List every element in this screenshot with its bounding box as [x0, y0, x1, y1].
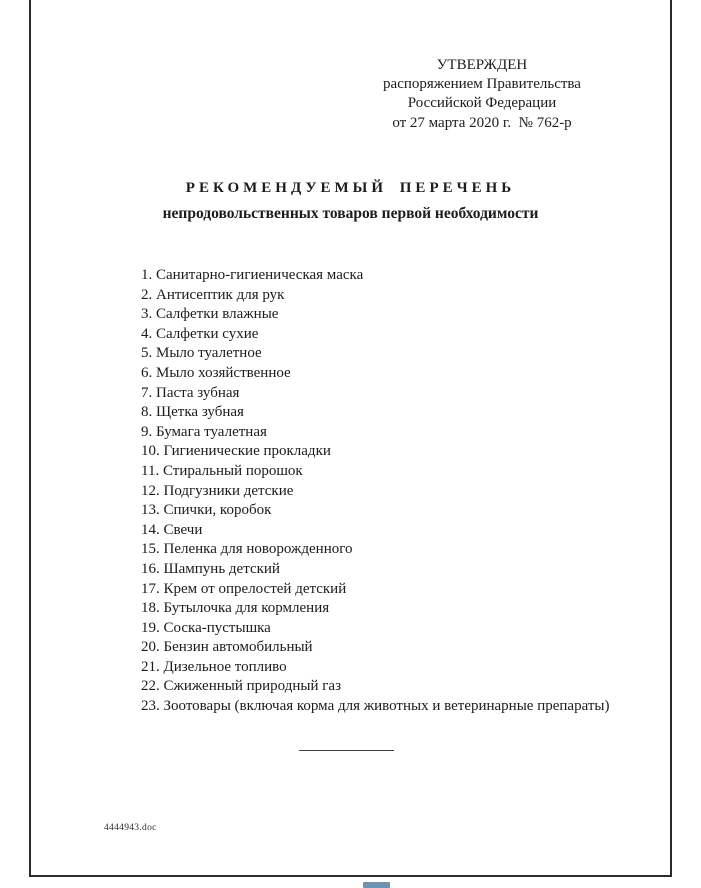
list-item [141, 599, 609, 619]
list-item [141, 305, 609, 325]
list-item [141, 286, 609, 306]
item-number: 8. [141, 404, 153, 421]
item-text: Соска-пустышка [163, 619, 271, 636]
filename-footnote: 4444943.doc [104, 823, 157, 833]
item-text: Дизельное топливо [163, 658, 287, 675]
list-item [141, 697, 609, 717]
item-number: 4. [141, 325, 153, 342]
item-number: 16. [141, 560, 160, 577]
item-number: 13. [141, 502, 160, 519]
item-text: Щетка зубная [156, 404, 244, 421]
document-page [29, 0, 672, 877]
list-item [141, 344, 609, 364]
item-text: Мыло хозяйственное [156, 364, 291, 381]
item-number: 23. [141, 698, 160, 715]
item-number: 11. [141, 462, 160, 479]
item-number: 22. [141, 678, 160, 695]
list-item [141, 501, 609, 521]
list-item [141, 403, 609, 423]
item-number: 21. [141, 658, 160, 675]
approval-line: от 27 марта 2020 г. № 762-р [392, 114, 572, 131]
next-page-peek [363, 882, 390, 888]
item-number: 3. [141, 306, 153, 323]
item-number: 6. [141, 364, 153, 381]
item-number: 12. [141, 482, 160, 499]
item-text: Антисептик для рук [156, 286, 285, 303]
item-number: 19. [141, 619, 160, 636]
list-item [141, 658, 609, 678]
item-number: 5. [141, 345, 153, 362]
item-text: Спички, коробок [163, 502, 272, 519]
item-number: 7. [141, 384, 153, 401]
approval-line: УТВЕРЖДЕН [436, 57, 528, 73]
list-item [141, 266, 609, 286]
item-text: Шампунь детский [163, 560, 280, 577]
item-text: Салфетки влажные [156, 306, 279, 323]
list-item [141, 364, 609, 384]
approval-stamp [352, 56, 612, 133]
item-number: 2. [141, 286, 153, 303]
list-item [141, 638, 609, 658]
approval-line: Российской Федерации [407, 95, 557, 112]
list-item [141, 482, 609, 502]
item-number: 1. [141, 267, 153, 283]
item-text: Санитарно-гигиеническая маска [156, 267, 364, 283]
document-title: РЕКОМЕНДУЕМЫЙ ПЕРЕЧЕНЬ [185, 180, 516, 196]
item-number: 14. [141, 521, 160, 538]
item-text: Зоотовары (включая корма для животных и ветеринарные препараты) [163, 698, 610, 715]
item-text: Свечи [163, 521, 203, 538]
list-item [141, 540, 609, 560]
list-item [141, 580, 609, 600]
item-number: 9. [141, 423, 153, 440]
item-number: 20. [141, 639, 160, 656]
list-item [141, 423, 609, 443]
list-item [141, 521, 609, 541]
item-text: Сжиженный природный газ [163, 678, 342, 695]
title-block [31, 176, 670, 226]
list-item [141, 384, 609, 404]
item-text: Мыло туалетное [156, 345, 262, 362]
item-number: 15. [141, 541, 160, 558]
list-item [141, 462, 609, 482]
item-text: Пеленка для новорожденного [163, 541, 353, 558]
list-item [141, 325, 609, 345]
item-number: 17. [141, 580, 160, 597]
list-item [141, 619, 609, 639]
document-subtitle: непродовольственных товаров первой необходимости [162, 205, 539, 222]
item-number: 18. [141, 600, 160, 617]
item-text: Бензин автомобильный [163, 639, 313, 656]
item-text: Подгузники детские [163, 482, 294, 499]
item-number: 10. [141, 443, 160, 460]
item-text: Бумага туалетная [156, 423, 267, 440]
list-item [141, 560, 609, 580]
item-text: Крем от опрелостей детский [163, 580, 347, 597]
end-of-document-divider [299, 750, 394, 751]
approval-line: распоряжением Правительства [383, 76, 581, 93]
item-text: Гигиенические прокладки [163, 443, 331, 460]
item-text: Паста зубная [156, 384, 240, 401]
item-text: Стиральный порошок [162, 462, 303, 479]
items-list [141, 266, 609, 717]
item-text: Бутылочка для кормления [163, 600, 330, 617]
list-item [141, 677, 609, 697]
item-text: Салфетки сухие [156, 325, 259, 342]
list-item [141, 442, 609, 462]
